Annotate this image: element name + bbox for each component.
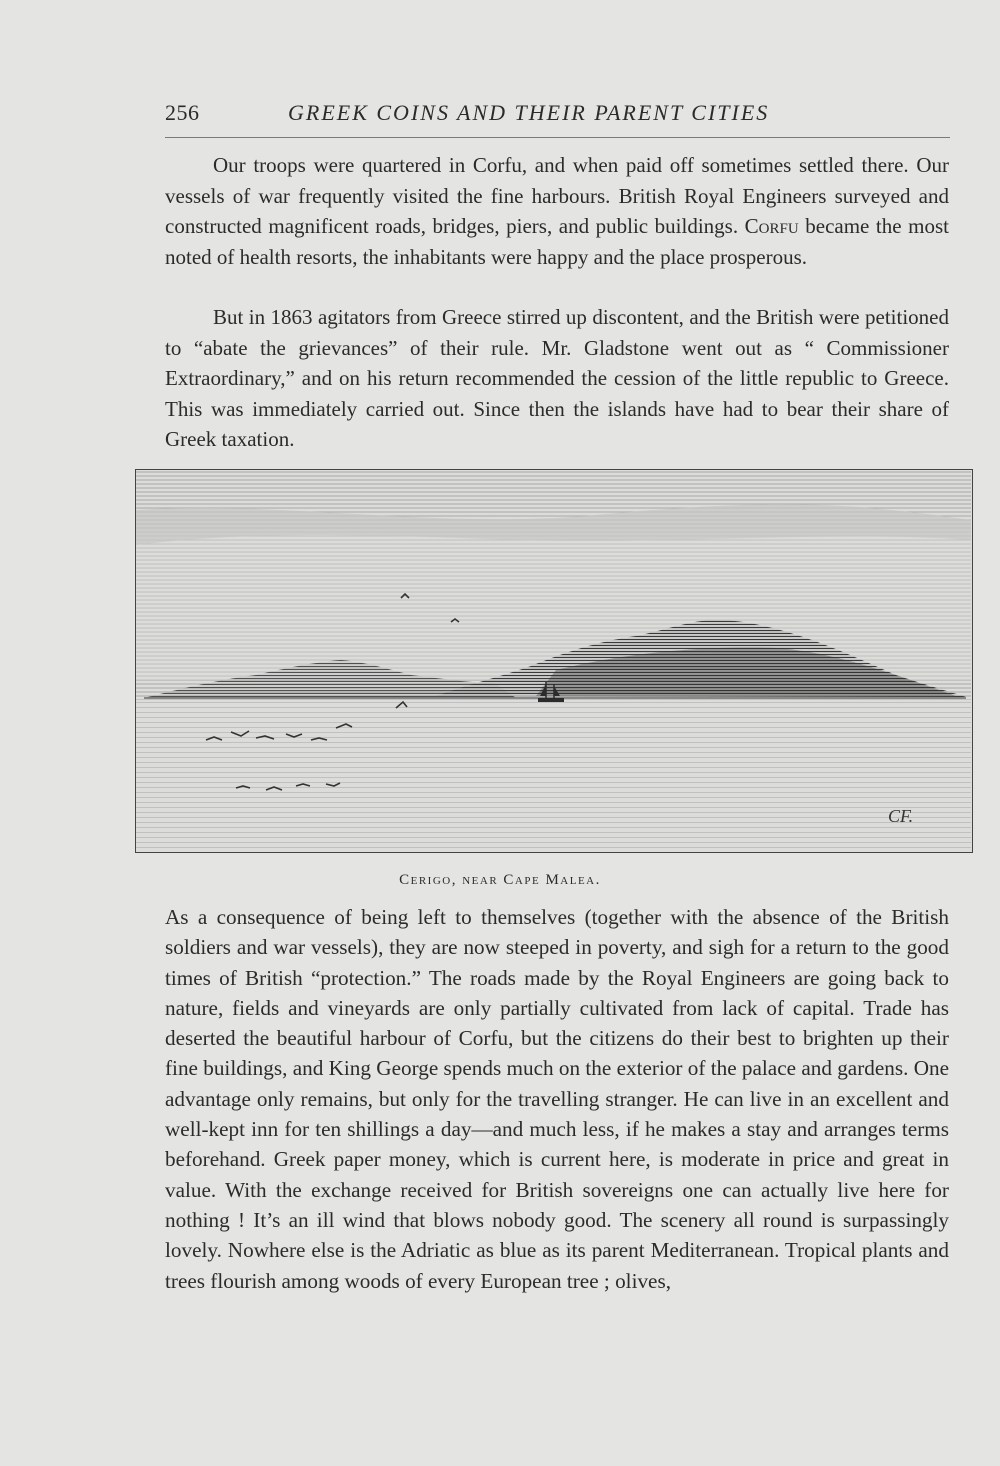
running-head: GREEK COINS AND THEIR PARENT CITIES — [288, 100, 770, 125]
engraving-illustration — [135, 469, 973, 853]
water — [136, 700, 971, 851]
figure-caption: Cerigo, near Cape Malea. — [399, 872, 601, 888]
artist-signature: CF. — [888, 806, 914, 826]
paragraph-1-text-b: became the most noted of health resorts, the inhabitants were happy and the place prosperous. — [165, 214, 949, 269]
paragraph-1 — [165, 150, 949, 272]
page-header — [165, 100, 950, 130]
header-rule — [165, 137, 950, 138]
paragraph-3: As a consequence of being left to themselves (together with the absence of the British soldiers and war vessels), they are now steeped in poverty, and sigh for a return to the good times of British “protection.” The roads made by the Royal Engineers are going back to nature, fields and vineyards are only partially cultivated from lack of capital. Trade has deserted the beautiful harbour of Corfu, but the citizens do their best to brighten up their fine buildings, and King George spends much on the exterior of the palace and gardens. One advantage only remains, but only for the travelling stranger. He can live in an excellent and well-kept inn for ten shillings a day—and much less, if he makes a stay and arranges terms beforehand. Greek paper money, which is current here, is moderate in price and great in value. With the exchange received for British sovereigns one can actually live here for nothing ! It’s an ill wind that blows nobody good. The scenery all round is surpassingly lovely. Nowhere else is the Adriatic as blue as its parent Mediterranean. Tropical plants and trees flourish among woods of every European tree ; olives, — [165, 905, 949, 1293]
page-number: 256 — [165, 100, 200, 125]
paragraph-1-smallcaps: Corfu — [744, 214, 799, 238]
island-engraving — [136, 470, 971, 851]
paragraph-2: But in 1863 agitators from Greece stirred up discontent, and the British were petitioned to “abate the grievances” of their rule. Mr. Gladstone went out as “ Commissioner Extraordinary,” and on his return recommended the cession of the little republic to Greece. This was immediately carried out. Since then the islands have had to bear their share of Greek taxation. — [165, 305, 949, 451]
paragraph-1-text-a: Our troops were quartered in Corfu, and when paid off sometimes settled there. Our vessels of war frequently visited the fine harbours. British Royal Engineers surveyed and constructed magnificent roads, bridges, piers, and public buildings. — [165, 153, 949, 238]
